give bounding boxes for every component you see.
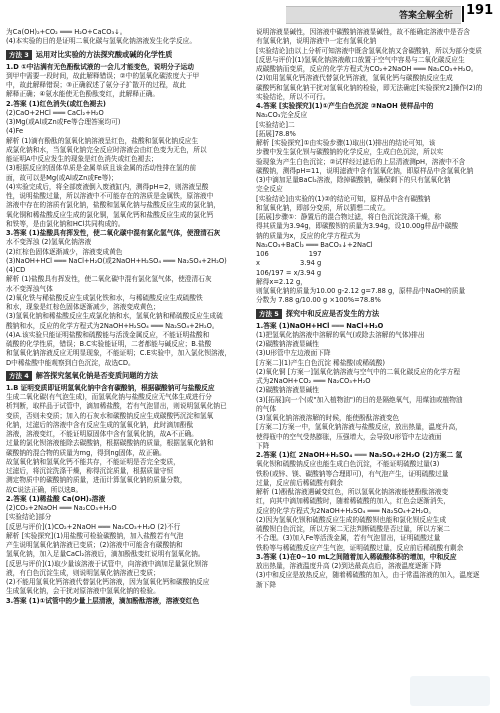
text-line: 2.答案 (1)稀盐酸 Ca(OH)₂溶液 bbox=[6, 494, 106, 503]
text-line: 溶液，溶液变红，不能证明原固体中含有氢氧化钠，故A不正确。 bbox=[6, 430, 198, 438]
text-line: 1.答案 (1)NaOH+HCl ═══ NaCl+H₂O bbox=[256, 321, 384, 330]
method-heading bbox=[6, 370, 242, 382]
text-line: 解析 [实验探究](1)用盐酸可检验碳酸钠，加入盐酸若有气泡 bbox=[6, 531, 184, 540]
method-title: 解答探究氢氧化钠是否变质问题的方法 bbox=[35, 371, 158, 381]
calc-row bbox=[256, 250, 494, 259]
text-line: 生成二氧化碳(有气泡生成)，而氢氧化钠与盐酸反应无气体生成进行分 bbox=[6, 393, 212, 401]
text-line: (3)氢氧化钠和稀盐酸反应生成氯化钠和水，氢氧化钠和稀硫酸反应生成硫 bbox=[6, 312, 223, 321]
text-line: 为Ca(OH)₂+CO₂ ═══ H₂O+CaCO₃↓。 bbox=[6, 28, 127, 36]
calc-cell: x bbox=[256, 259, 260, 268]
text-line: 106/197 = x/3.94 g bbox=[256, 268, 322, 277]
text-line: 放出热量，溶液温度升高 (2)到达最高点后，溶液温度逐渐下降 bbox=[256, 562, 442, 570]
text-line: 1.B 证明变质即证明氢氧化钠中含有碳酸钠，根据碳酸钠可与盐酸反应 bbox=[6, 383, 215, 392]
text-line: 的气体 bbox=[256, 404, 277, 413]
text-line: 水不变浑浊 (2)氢氧化钠溶液 bbox=[6, 238, 92, 247]
text-line: (2)因为氢氧化钡和硫酸反应生成的硫酸钡也能和氯化钡反应生成 bbox=[256, 515, 447, 524]
calc-cell: 197 bbox=[308, 250, 322, 258]
text-line: (2)碳酸钠溶液显碱性 bbox=[256, 386, 319, 395]
text-line: 解析 (1)盐酸具有挥发性，使二氧化碳中混有氯化氢气体，使澄清石灰 bbox=[6, 275, 212, 284]
text-line: 1.D ①中沾满有无色酚酞试液的一会儿才能变色，说明分子运动 bbox=[6, 62, 194, 71]
text-line: 解析 (1)滴有酚酞的氢氧化钠溶液呈红色，盐酸和氢氧化钠反应生 bbox=[6, 136, 199, 145]
text-line: 说明溶液显碱性，因溶液中碳酸钠溶液显碱性，故不能确定溶液中是否含 bbox=[256, 28, 470, 36]
text-line: (2)碳酸钠溶液显碱性 bbox=[256, 340, 319, 348]
method-tag: 方法 3 bbox=[6, 50, 32, 60]
text-line: [拓展]78.8% bbox=[256, 129, 296, 138]
text-line: (3)U形管中左边液面下降 bbox=[256, 349, 331, 358]
left-column bbox=[6, 28, 242, 606]
text-line: 有氢氧化钠，说明溶液中一定有氢氧化钠 bbox=[256, 37, 377, 46]
calc-row bbox=[256, 259, 494, 268]
text-line: (1)把氢氧化钠溶液中溶解的氧气(或除去溶解的气体)排出 bbox=[256, 330, 425, 339]
text-line: D中稀盐酸中能观察到白色沉淀，故选CD。 bbox=[6, 358, 135, 367]
text-line: 碳酸钙和氢氧化钠干扰对氢氧化钠的检验，即无法确定[实验探究2]操作(2)的 bbox=[256, 83, 483, 92]
text-line: 能证明A中反应发生的现象是红色消失或红色褪去； bbox=[6, 155, 158, 163]
text-line: [实验结论]由实验的(1)②的结论可知，原样品中含有碳酸钠 bbox=[256, 194, 431, 203]
text-line: 成氯化钠和水，当氢氧化钠完全反应时溶液会由红色变为无色，所以 bbox=[6, 145, 207, 154]
text-line: 分数为 7.88 g/10.00 g ×100%=78.8% bbox=[256, 296, 381, 305]
text-line: 解析 (1)酚酞溶液遇碱变红色，所以氢氧化钠溶液能使酚酞溶液变 bbox=[256, 488, 449, 496]
text-line: [方案二]方案一中，氢氧化钠溶液与盐酸反应，放出热量，温度升高， bbox=[256, 423, 462, 432]
text-line: 产生说明氢氧化钠溶液已变质；(2)溶液中可能含有碳酸钠和 bbox=[6, 541, 183, 549]
text-line: 氧化铜和稀盐酸反应生成的氯化铜，氢氧化钙和盐酸反应生成的氯化钙 bbox=[6, 210, 214, 219]
text-line: 步骤中发生氯化钡与碳酸钠的化学反应，生成白色沉淀，所以实 bbox=[256, 148, 444, 157]
text-line: 铁粉(或锌、镁、碳酸钠等合理即可)，有气泡产生，证明硫酸过量 bbox=[256, 469, 449, 478]
text-line: 2.答案 (1)红色消失(或红色褪去) bbox=[6, 99, 106, 108]
text-line: 水不变浑浊气体 bbox=[6, 284, 53, 293]
text-line: 验现象为产生白色沉淀；②试样经过滤后的上层清液测pH，溶液中不含 bbox=[256, 157, 466, 166]
text-line: 性，说明盐酸过量，所以溶液中不可能存在的溶质是金属铁，原溶液中 bbox=[6, 192, 214, 200]
header-bar bbox=[286, 6, 461, 24]
text-line: 液，有白色沉淀生成，则说明氢氧化钠溶液已变质； bbox=[6, 568, 160, 577]
text-line: 完全反应 bbox=[256, 185, 283, 194]
text-line: (2)氧化铁与稀盐酸反应生成氯化铁和水，与稀硫酸反应生成硫酸铁 bbox=[6, 293, 203, 302]
text-line: 解释正确；④氨水能使无色酚酞变红，此解释正确。 bbox=[6, 90, 160, 99]
text-line: 实验结论，所以不可行。 bbox=[256, 92, 330, 101]
text-line: 反应的化学方程式为2NaOH+H₂SO₄ ═══ Na₂SO₄+2H₂O。 bbox=[256, 506, 436, 515]
text-line: 使得瓶中的空气受热膨胀，压强增大，会导致U形管中左边液面 bbox=[256, 432, 442, 441]
text-line: 下降 bbox=[256, 441, 270, 450]
text-line: 故氢氧化钠和氢氧化钙不能共存，不能证明是否完全变质， bbox=[6, 457, 180, 466]
text-line: (3)[拓展]向一个(或"加入植物油")的目的是隔绝氧气，用煤油或植物油 bbox=[256, 395, 463, 404]
text-line: 故C说法正确，所以选B。 bbox=[6, 485, 83, 494]
method-tag: 方法 5 bbox=[256, 309, 282, 319]
text-line: 生成氢氧化钠，会干扰对原溶液中氢氧化钠的检验。 bbox=[6, 587, 160, 596]
text-line: (4)A.该实验只能证明盐酸和硫酸能与活泼金属反应，不能证明盐酸和 bbox=[6, 330, 210, 339]
text-line: 解得x=2.12 g， bbox=[256, 277, 307, 286]
text-line: [实验结论]二 bbox=[256, 120, 295, 129]
method-tag: 方法 4 bbox=[6, 371, 32, 381]
text-line: (3)根据反应的固体单质是金属单质且该金属的活动性排在氢的前 bbox=[6, 164, 197, 173]
text-line: 铁粉等与稀硫酸反应产生气泡，证明硫酸过量，反应前后稀硫酸有剩余 bbox=[256, 543, 464, 552]
text-line: 2.答案 (1)红 2NaOH+H₂SO₄ ═══ Na₂SO₄+2H₂O (2)方案二 氢 bbox=[256, 451, 463, 459]
text-line: 硫酸钡白色沉淀，所以方案二无法判断硫酸是否过量，所以方案二 bbox=[256, 525, 450, 533]
text-line: 和水，现象是红棕色固体逐渐减少，溶液变成黄色； bbox=[6, 303, 160, 311]
text-line: 氢氧化钠，加入足量CaCl₂溶液后，滴加酚酞变红说明有氢氧化钠。 bbox=[6, 550, 205, 559]
method-title: 运用对比实验的方法探究酸或碱的化学性质 bbox=[35, 49, 173, 59]
text-line: 4.答案 [实验探究](1)①产生白色沉淀 ②NaOH 使样品中的 bbox=[256, 102, 434, 110]
text-line: (2)CO₂+2NaOH ═══ Na₂CO₃+H₂O bbox=[6, 504, 117, 512]
text-line: (2)如用氢氧化钙溶液代替氯化钙溶液，氢氧化钙与碳酸钠反应生成 bbox=[256, 74, 453, 83]
text-line: 碳酸钠的混合物的质量为mg，得到ng固体，故正确。 bbox=[6, 448, 166, 457]
text-line: 面，故可以是Mg(或Al或Zn或Fe等)； bbox=[6, 173, 118, 182]
watermark-logo bbox=[410, 676, 490, 706]
text-line: 和氢氧化钠，即部分变质，所以猜想二成立。 bbox=[256, 203, 390, 212]
text-line: Na₂CO₃完全反应 bbox=[256, 111, 308, 120]
header-label: 答案全解全析 bbox=[398, 11, 453, 21]
text-line: [反思与评价](1)CO₂+2NaOH ═══ Na₂CO₃+H₂O (2)不行 bbox=[6, 522, 181, 531]
text-line: 得其质量为3.94g，即碳酸钡的质量为3.94g，设10.00g样品中碳酸 bbox=[256, 222, 459, 231]
text-line: (3)中和反应是放热反应，随着稀硫酸的加入，由于常温溶液的加入，温度逐 bbox=[256, 571, 480, 580]
text-line: 过量的氯化钡溶液能除去碳酸钠，根据碳酸钠的质量，根据氢氧化钠和 bbox=[6, 439, 214, 448]
text-line: (2)不能用氢氧化钙溶液代替氯化钙溶液，因为氢氧化钙和碳酸钠反应 bbox=[6, 578, 210, 586]
text-line: (3)中滴加足量BaCl₂溶液，除掉碳酸钠，确保剩下的只有氢氧化钠 bbox=[256, 176, 451, 184]
text-line: 酸钠和水，反应的化学方程式为2NaOH+H₂SO₄ ═══ Na₂SO₄+2H₂O。 bbox=[6, 321, 219, 330]
text-line: 测定物质中的碳酸钠的质量，进而计算氢氧化钠的质量分数， bbox=[6, 476, 187, 485]
text-line: [反思与评价](1)取少量该溶液于试管中，向溶液中滴加足量氯化钡溶 bbox=[6, 559, 208, 568]
text-line: (3)氢氧化钠溶液溶解的时候，能使酚酞溶液变色 bbox=[256, 414, 400, 422]
text-line: 到甲中需要一段时间，故此解释错误；②中的氢氧化碳浓度大于甲 bbox=[6, 71, 200, 80]
text-line: (4)Fe bbox=[6, 127, 24, 136]
text-line: 析判断，取样品于试管中，滴加稀盐酸，若有气泡冒出，则说明氢氧化钠已 bbox=[6, 402, 227, 411]
calc-cell: 106 bbox=[256, 250, 269, 258]
text-line: [拓展]步骤①：静置后的混合物过滤，将白色沉淀洗涤干燥，称 bbox=[256, 213, 442, 221]
text-line: 硫酸的化学性质，错误；B.C实验能证明，二者都能与碱反应；B.盐酸 bbox=[6, 340, 212, 348]
text-line: 氧化钡和硫酸钠反应也能生成白色沉淀，不能证明硫酸过量(3) bbox=[256, 460, 440, 469]
text-line: 变质，否则未变质；加入的石灰水和碳酸钠反应生成碳酸钙沉淀和氢氧 bbox=[6, 411, 214, 420]
text-line: 中，故此解释错误；③正确叙述了氨分子扩散开的过程，故此 bbox=[6, 81, 186, 89]
text-line: 钠的质量为x，反应的化学方程式为 bbox=[256, 231, 361, 240]
text-line: 式为2NaOH+CO₂ ═══ Na₂CO₃+H₂O bbox=[256, 377, 371, 385]
text-line: (3)NaOH+HCl ═══ NaCl+H₂O(或2NaOH+H₂SO₄ ═══ Na₂SO₄+2H₂O) bbox=[6, 256, 227, 265]
text-line: 红，向其中滴加稀硫酸时，随着稀硫酸的加入，红色会逐渐消失， bbox=[256, 497, 450, 506]
text-line: Na₂CO₃+BaCl₂ ═══ BaCO₃↓+2NaCl bbox=[256, 240, 373, 249]
text-line: 渐下降 bbox=[256, 580, 277, 589]
text-line: (2)氧化铜 [方案一]氢氧化钠溶液与空气中的二氧化碳反应的化学方程 bbox=[256, 367, 461, 376]
calc-cell: 3.94 g bbox=[299, 259, 322, 268]
page-header bbox=[0, 0, 500, 26]
header-divider bbox=[462, 6, 464, 22]
text-line: (2)CaO+2HCl ═══ CaCl₂+H₂O bbox=[6, 108, 104, 117]
text-line: [方案二](1)产生白色沉淀 稀盐酸(或稀硫酸) bbox=[256, 358, 386, 367]
text-line: 溶液中存在的溶质有氯化钠，盐酸和氢氧化钠与盐酸反应生成的氯化钠， bbox=[6, 201, 220, 210]
text-line: 3.答案 (1)在0~10 mL之间随着加入稀硫酸体积的增加，中和反应 bbox=[256, 552, 457, 561]
text-line: [实验结论]部分 bbox=[6, 513, 52, 522]
text-line: 过量，反应前后稀硫酸有剩余 bbox=[256, 478, 343, 487]
text-line: (4)CD bbox=[6, 266, 26, 274]
text-line: 成碳酸钠而变质，反应的化学方程式为CO₂+2NaOH ═══ Na₂CO₃+H₂O。 bbox=[256, 65, 478, 73]
text-line: 3.答案 (1)①试管中的少量上层清液，滴加酚酞溶液，溶液变红色 bbox=[6, 596, 200, 605]
text-line: (2)红棕色固体逐渐减少，溶液变成黄色 bbox=[6, 247, 123, 256]
text-line: (4)实验完成后，将全部废液倒入废液缸内，测得pH=2，则溶液呈酸 bbox=[6, 182, 209, 191]
text-line: 解析 [实验探究]①由实验步骤(1)取出(1)排出的结论可知，该 bbox=[256, 139, 436, 147]
text-line: (3)Mg(或Al或Zn或Fe等合理答案均可) bbox=[6, 118, 121, 126]
text-line: 3.答案 (1)盐酸具有挥发性，使二氧化碳中混有氯化氢气体，使澄清石灰 bbox=[6, 229, 221, 237]
text-line: 则氢氧化钠的质量为10.00 g-2.12 g=7.88 g，原样品中NaOH的质量 bbox=[256, 287, 466, 295]
text-line: [反思与评价](1)氢氧化钠溶液敞口放置于空气中容易与二氧化碳反应生 bbox=[256, 55, 465, 64]
method-heading bbox=[6, 49, 242, 61]
method-heading bbox=[256, 308, 494, 320]
text-line: (4)本实验的目的是证明二氧化碳与氢氧化钠溶液发生化学反应。 bbox=[6, 37, 197, 46]
right-column bbox=[256, 28, 494, 590]
text-line: 化钠，过滤后的溶液中含有反应生成的氢氧化钠，此时滴加酚酞 bbox=[6, 420, 194, 429]
text-line: 碳酸钠，测得pH=11，说明滤液中含有氢氧化钠，即原样品中含氢氧化钠 bbox=[256, 166, 474, 175]
text-line: [实验结论]由以上分析可知溶液中既含氢氧化钠又含碳酸钠，所以为部分变质 bbox=[256, 46, 482, 55]
page-number: 191 bbox=[466, 3, 494, 18]
text-line: 和铁等，是由氯化钠和HCl共同构成的。 bbox=[6, 219, 125, 228]
text-line: 和氢氧化钠溶液反应无明显现象，不能证明；C.E实验中，加入氯化钡溶液， bbox=[6, 349, 232, 358]
text-line: 不合理。(3)加入Fe等活泼金属，若有气泡冒出，证明硫酸过量 bbox=[256, 534, 441, 543]
text-line: 过滤后，将沉淀洗涤干燥，称得沉淀质量，根据质量守恒 bbox=[6, 467, 174, 475]
method-title: 探究中和反应是否发生的方法 bbox=[285, 308, 380, 318]
